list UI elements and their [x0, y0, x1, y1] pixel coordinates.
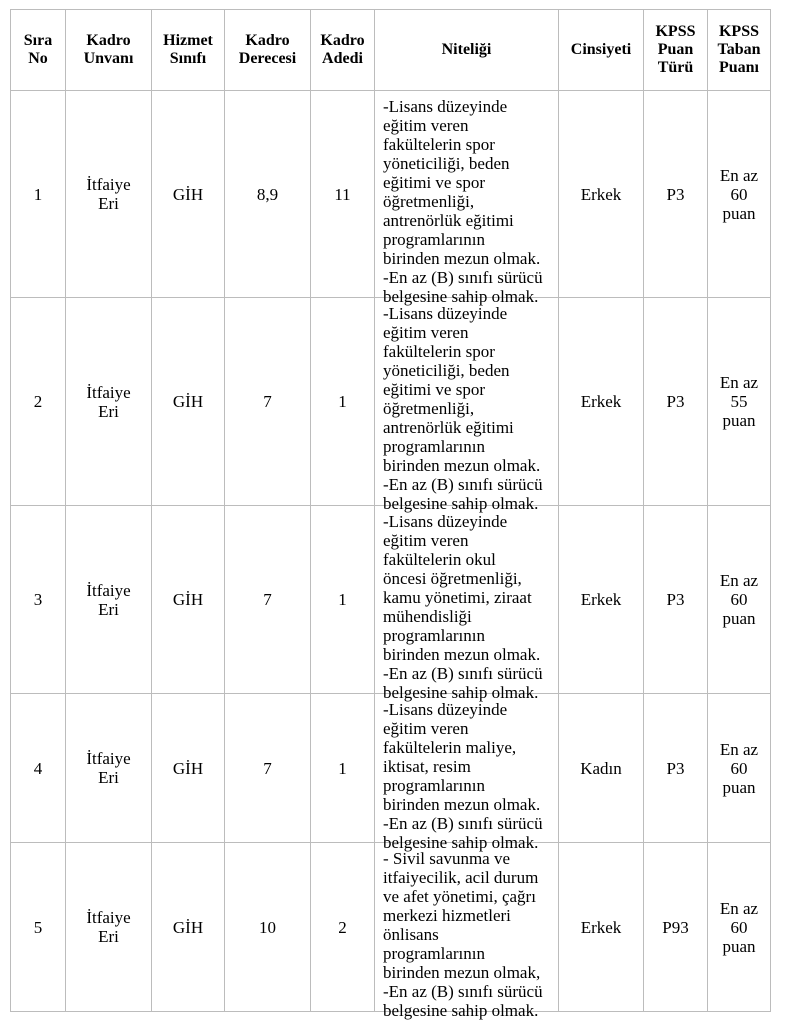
cell-hizmet-sinifi: GİH: [152, 91, 225, 298]
table-row: [11, 506, 771, 694]
header-hizmet-sinifi: Hizmet Sınıfı: [152, 10, 225, 91]
header-kadro-derecesi: Kadro Derecesi: [225, 10, 311, 91]
header-sira-no: Sıra No: [11, 10, 66, 91]
table-row: [11, 843, 771, 1012]
niteligi-text: -Lisans düzeyinde eğitim veren fakültelerin maliye, iktisat, resim programlarının birinden mezun olmak. -En az (B) sınıfı sürücü belgesine sahip olmak.: [383, 700, 543, 852]
niteligi-text: -Lisans düzeyinde eğitim veren fakültelerin spor yöneticiliği, beden eğitimi ve spor öğretmenliği, antrenörlük eğitimi programlarının birinden mezun olmak. -En az (B) sınıfı sürücü belgesine sahip olmak.: [383, 304, 543, 513]
cell-kpss-puan-turu: P3: [644, 694, 708, 843]
header-cinsiyeti: Cinsiyeti: [559, 10, 644, 91]
cell-niteligi: [375, 91, 559, 306]
cell-hizmet-sinifi: GİH: [152, 694, 225, 843]
cell-sira-no: 2: [11, 298, 66, 506]
header-kadro-adedi: Kadro Adedi: [311, 10, 375, 91]
cell-kpss-taban-puani: En az 60 puan: [708, 843, 771, 1012]
cell-kadro-unvani: İtfaiye Eri: [66, 843, 152, 1012]
cell-kpss-taban-puani: En az 60 puan: [708, 91, 771, 298]
header-kpss-taban-puani: KPSS Taban Puanı: [708, 10, 771, 91]
header-niteligi: Niteliği: [375, 10, 559, 91]
kadro-table: [10, 9, 771, 1020]
cell-cinsiyeti: Erkek: [559, 298, 644, 506]
cell-kpss-puan-turu: P3: [644, 298, 708, 506]
cell-hizmet-sinifi: GİH: [152, 506, 225, 694]
cell-kpss-taban-puani: En az 55 puan: [708, 298, 771, 506]
cell-kpss-taban-puani: En az 60 puan: [708, 694, 771, 843]
cell-kadro-derecesi: 10: [225, 843, 311, 1012]
cell-kpss-taban-puani: En az 60 puan: [708, 506, 771, 694]
cell-sira-no: 5: [11, 843, 66, 1012]
table-row: [11, 298, 771, 506]
header-row: [11, 10, 771, 91]
header-kpss-puan-turu: KPSS Puan Türü: [644, 10, 708, 91]
cell-niteligi: [375, 298, 559, 513]
table-row: [11, 694, 771, 843]
cell-niteligi: [375, 694, 559, 852]
cell-cinsiyeti: Erkek: [559, 843, 644, 1012]
cell-kadro-adedi: 2: [311, 843, 375, 1012]
cell-cinsiyeti: Kadın: [559, 694, 644, 843]
cell-kadro-unvani: İtfaiye Eri: [66, 298, 152, 506]
cell-kpss-puan-turu: P3: [644, 506, 708, 694]
cell-kadro-unvani: İtfaiye Eri: [66, 506, 152, 694]
cell-kadro-adedi: 1: [311, 694, 375, 843]
cell-kadro-derecesi: 7: [225, 506, 311, 694]
cell-hizmet-sinifi: GİH: [152, 298, 225, 506]
niteligi-text: - Sivil savunma ve itfaiyecilik, acil durum ve afet yönetimi, çağrı merkezi hizmetleri önlisans programlarının birinden mezun olmak, -En az (B) sınıfı sürücü belgesine sahip olmak.: [383, 849, 543, 1020]
cell-sira-no: 3: [11, 506, 66, 694]
cell-kadro-unvani: İtfaiye Eri: [66, 91, 152, 298]
niteligi-text: -Lisans düzeyinde eğitim veren fakültelerin okul öncesi öğretmenliği, kamu yönetimi, ziraat mühendisliği programlarının birinden mezun olmak. -En az (B) sınıfı sürücü belgesine sahip olmak.: [383, 512, 543, 702]
cell-kadro-derecesi: 7: [225, 694, 311, 843]
cell-kadro-derecesi: 7: [225, 298, 311, 506]
cell-sira-no: 4: [11, 694, 66, 843]
cell-kpss-puan-turu: P3: [644, 91, 708, 298]
header-kadro-unvani: Kadro Unvanı: [66, 10, 152, 91]
cell-kadro-derecesi: 8,9: [225, 91, 311, 298]
cell-kadro-unvani: İtfaiye Eri: [66, 694, 152, 843]
cell-niteligi: [375, 506, 559, 702]
cell-kpss-puan-turu: P93: [644, 843, 708, 1012]
cell-kadro-adedi: 11: [311, 91, 375, 298]
cell-niteligi: [375, 843, 559, 1020]
cell-sira-no: 1: [11, 91, 66, 298]
niteligi-text: -Lisans düzeyinde eğitim veren fakültelerin spor yöneticiliği, beden eğitimi ve spor öğretmenliği, antrenörlük eğitimi programlarının birinden mezun olmak. -En az (B) sınıfı sürücü belgesine sahip olmak.: [383, 97, 543, 306]
table-row: [11, 91, 771, 298]
cell-kadro-adedi: 1: [311, 298, 375, 506]
cell-hizmet-sinifi: GİH: [152, 843, 225, 1012]
cell-cinsiyeti: Erkek: [559, 506, 644, 694]
cell-cinsiyeti: Erkek: [559, 91, 644, 298]
cell-kadro-adedi: 1: [311, 506, 375, 694]
